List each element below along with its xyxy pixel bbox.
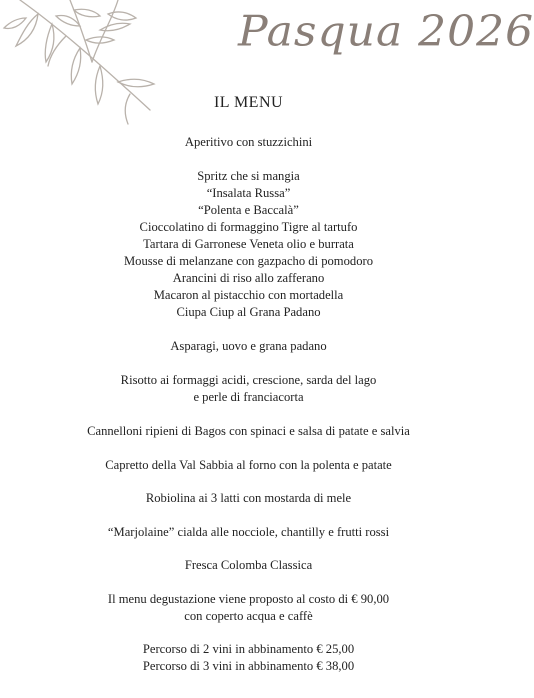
menu-line: Spritz che si mangia	[197, 169, 300, 183]
wine-pairing-line: Percorso di 2 vini in abbinamento € 25,00	[142, 642, 355, 656]
menu-line: “Marjolaine” cialda alle nocciole, chantilly e frutti rossi	[107, 525, 390, 539]
page-title: Pasqua 2026	[238, 7, 534, 56]
menu-line: “Polenta e Baccalà”	[198, 203, 299, 217]
menu-line: Ciupa Ciup al Grana Padano	[176, 305, 321, 319]
menu-line: Arancini di riso allo zafferano	[172, 271, 325, 285]
price-line: con coperto acqua e caffè	[184, 609, 313, 623]
wine-pairing-line: Percorso di 3 vini in abbinamento € 38,00	[142, 659, 355, 673]
price-line: Il menu degustazione viene proposto al costo di € 90,00	[107, 592, 390, 606]
menu-line: Cioccolatino di formaggino Tigre al tartufo	[139, 220, 358, 234]
menu-line: Tartara di Garronese Veneta olio e burrata	[143, 237, 354, 251]
menu-line: Risotto ai formaggi acidi, crescione, sarda del lago	[120, 373, 377, 387]
menu-line: e perle di franciacorta	[193, 390, 304, 404]
menu-line: Cannelloni ripieni di Bagos con spinaci e salsa di patate e salvia	[87, 424, 410, 438]
menu-line: Fresca Colomba Classica	[184, 558, 313, 572]
menu-line: Aperitivo con stuzzichini	[184, 135, 313, 149]
menu-line: Capretto della Val Sabbia al forno con la polenta e patate	[105, 458, 392, 472]
menu-line: Macaron al pistacchio con mortadella	[153, 288, 344, 302]
menu-heading: IL MENU	[213, 94, 284, 111]
menu-line: Mousse di melanzane con gazpacho di pomodoro	[123, 254, 373, 268]
menu-line: Asparagi, uovo e grana padano	[170, 339, 327, 353]
menu-line: Robiolina ai 3 latti con mostarda di mele	[145, 491, 352, 505]
menu-line: “Insalata Russa”	[206, 186, 291, 200]
